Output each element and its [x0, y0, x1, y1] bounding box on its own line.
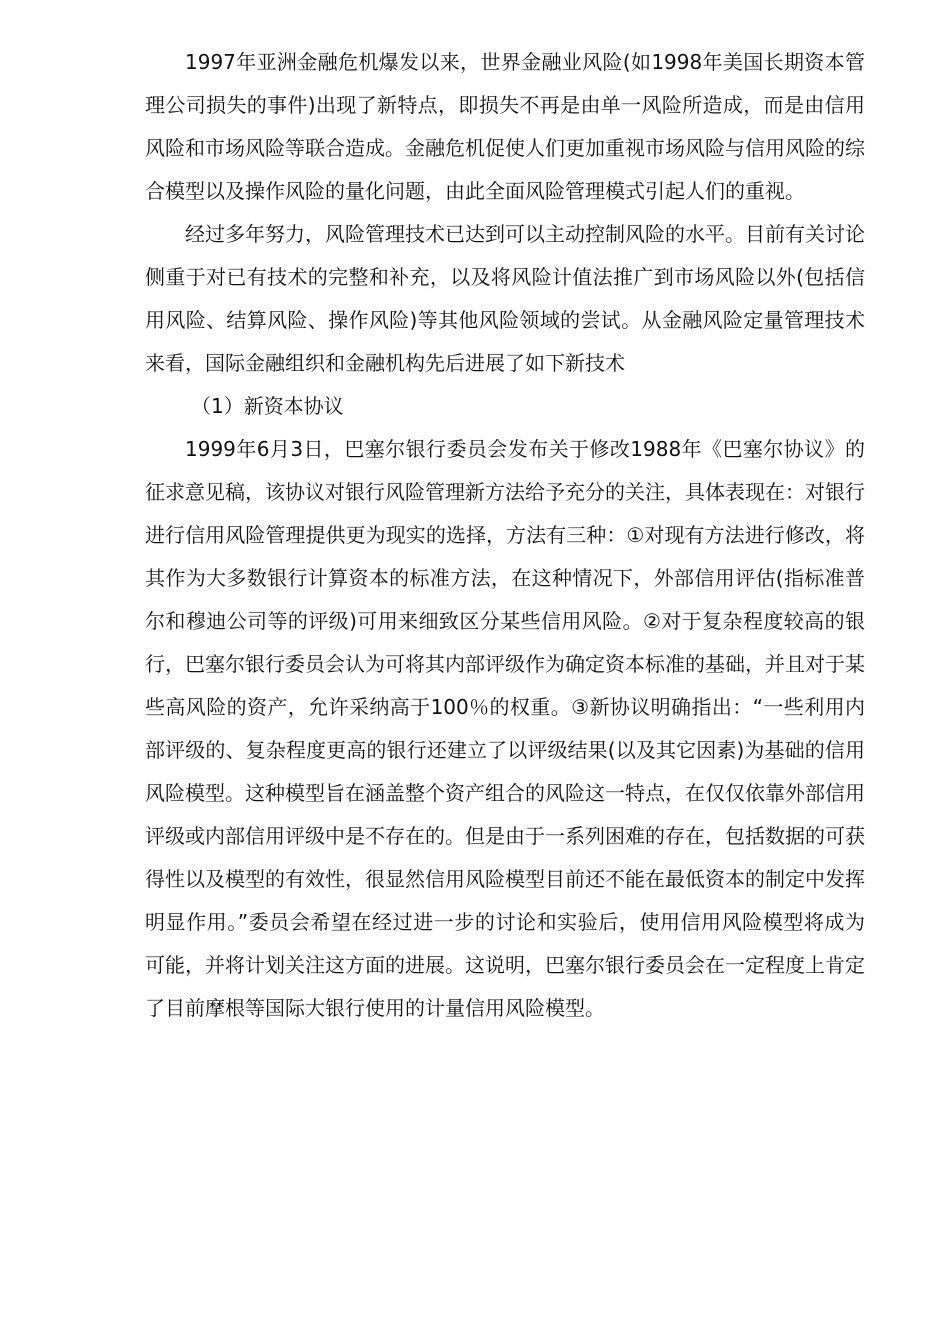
document-body [145, 41, 865, 1030]
paragraph-financial-crisis: 1997年亚洲金融危机爆发以来，世界金融业风险(如1998年美国长期资本管理公司损失的事件)出现了新特点，即损失不再是由单一风险所造成，而是由信用风险和市场风险等联合造成。金融危机促使人们更加重视市场风险与信用风险的综合模型以及操作风险的量化问题，由此全面风险管理模式引起人们的重视。 [145, 50, 865, 203]
paragraph-risk-technology: 经过多年努力，风险管理技术已达到可以主动控制风险的水平。目前有关讨论侧重于对已有技术的完整和补充，以及将风险计值法推广到市场风险以外(包括信用风险、结算风险、操作风险)等其他风险领域的尝试。从金融风险定量管理技术来看，国际金融组织和金融机构先后进展了如下新技术 [145, 222, 865, 375]
paragraph-basel-committee: 1999年6月3日，巴塞尔银行委员会发布关于修改1988年《巴塞尔协议》的征求意见稿，该协议对银行风险管理新方法给予充分的关注，具体表现在：对银行进行信用风险管理提供更为现实的选择，方法有三种：①对现有方法进行修改，将其作为大多数银行计算资本的标准方法，在这种情况下，外部信用评估(指标准普尔和穆迪公司等的评级)可用来细致区分某些信用风险。②对于复杂程度较高的银行，巴塞尔银行委员会认为可将其内部评级作为确定资本标准的基础，并且对于某些高风险的资产，允许采纳高于100％的权重。③新协议明确指出：“一些利用内部评级的、复杂程度更高的银行还建立了以评级结果(以及其它因素)为基础的信用风险模型。这种模型旨在涵盖整个资产组合的风险这一特点，在仅仅依靠外部信用评级或内部信用评级中是不存在的。但是由于一系列困难的存在，包括数据的可获得性以及模型的有效性，很显然信用风险模型目前还不能在最低资本的制定中发挥明显作用。”委员会希望在经过进一步的讨论和实验后，使用信用风险模型将成为可能，并将计划关注这方面的进展。这说明，巴塞尔银行委员会在一定程度上肯定了目前摩根等国际大银行使用的计量信用风险模型。 [145, 437, 865, 1020]
section-heading-new-capital-accord: （1）新资本协议 [191, 394, 344, 418]
